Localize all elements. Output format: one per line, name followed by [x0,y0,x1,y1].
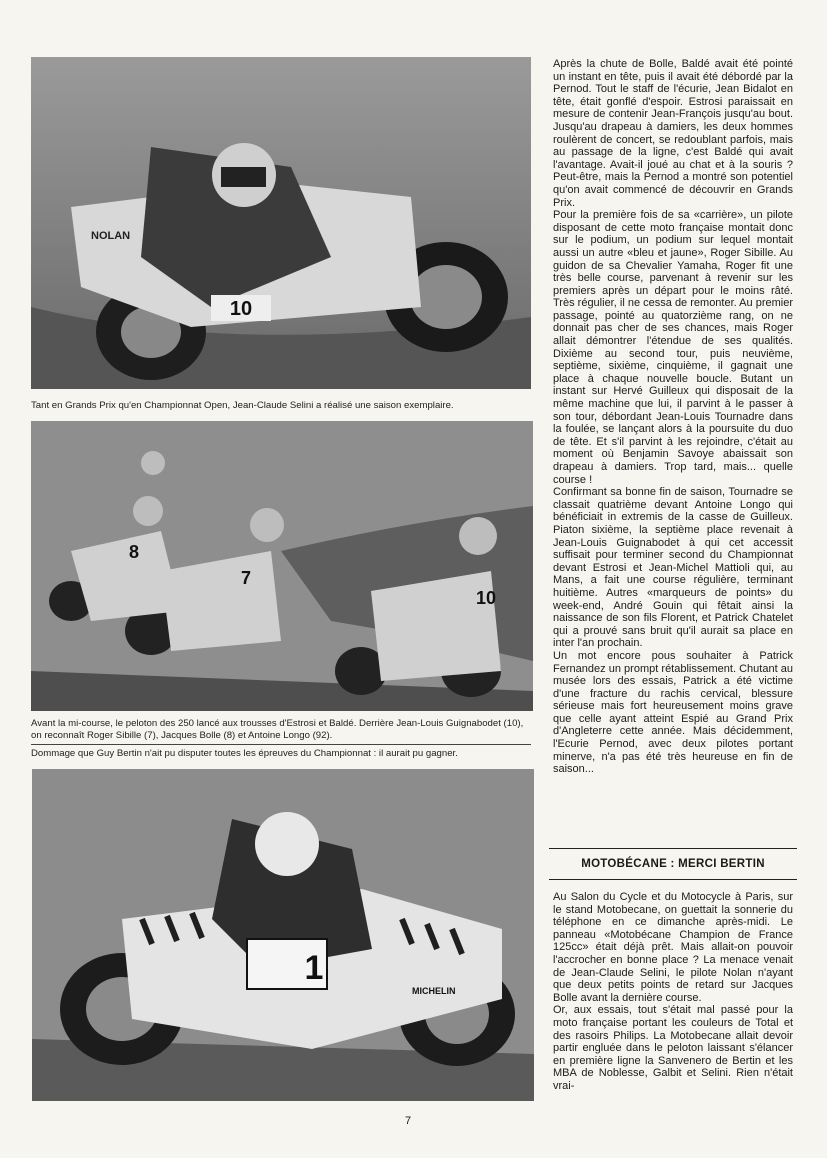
photo-selini [31,57,531,389]
caption-photo-1: Tant en Grands Prix qu'en Championnat Open, Jean-Claude Selini a réalisé une saison exemplaire. [31,400,454,411]
page-number: 7 [405,1115,412,1127]
photo-selini-image [31,57,531,389]
brand-nolan-text: NOLAN [91,230,131,242]
caption-divider [31,744,531,745]
article-paragraph-6: Or, aux essais, tout s'était mal passé pour la moto française portant les couleurs de Total et des rasoirs Philips. La Motobecane allait devoir partir engluée dans le peloton laissant s'élancer en première ligne la Sanvenero de Bertin et les MBA de Noblesse, Galbit et Selini. Rien n'était vrai- [553,1004,793,1092]
article-paragraph-1: Après la chute de Bolle, Baldé avait été pointé un instant en tête, puis il avait été débordé par la Pernod. Tout le staff de l'écurie, Jean Bidalot en tête, était gonflé d'espoir. Estrosi paraissait en mesure de contenir Jean-François jusqu'au bout. Jusqu'au drapeau à damiers, les deux hommes roulèrent de concert, se redoublant parfois, mais au passage de la ligne, c'est Baldé qui avait l'avantage. Avait-il joué au chat et à la souris ? Peut-être, mais la Pernod a montré son potentiel qu'on avait commencé de découvrir en Grands Prix. [553,58,793,209]
rider-number-7: 7 [241,568,252,588]
caption-photo-3: Dommage que Guy Bertin n'ait pu disputer toutes les épreuves du Championnat : il aurait pu gagner. [31,748,458,759]
caption-photo-2: Avant la mi-course, le peloton des 250 lancé aux trousses d'Estrosi et Baldé. Derrière Jean-Louis Guignabodet (10), on reconnaît Roger Sibille (7), Jacques Bolle (8) et Antoine Longo (92). [31,718,524,741]
article-paragraph-5: Au Salon du Cycle et du Motocycle à Paris, sur le stand Motobecane, on guettait la sonnerie du téléphone en ce dimanche après-midi. Le panneau «Motobécane Champion de France 125cc» était déjà prêt. Mais allait-on pouvoir l'accrocher en bonne place ? La menace venait de Jean-Claude Selini, le pilote Nolan n'ayant que deux petits points de retard sur Jacques Bolle avant la dernière course. [553,891,793,1004]
photo-bertin [32,769,534,1101]
photo-peloton-image [31,421,533,711]
photo-peloton [31,421,533,711]
article-paragraph-3: Confirmant sa bonne fin de saison, Tournadre se classait quatrième devant Antoine Longo qui bénéficiait in extremis de la casse de Guilleux. Piaton sixième, la septième place revenait à Jean-Louis Guignabodet à qui cet accessit suffisait pour terminer second du Championnat devant Estrosi et Jean-Michel Mattioli qui, au Mans, a fait une course régulière, terminant huitième. Autres «marqueurs de points» du week-end, André Gouin qui fêtait ainsi la naissance de son fils Florent, et Patrick Chatelet qui a prouvé sans bruit qu'il aurait sa place en inter l'an prochain. [553,486,793,650]
photo-bertin-image [32,769,534,1101]
article-paragraph-2: Pour la première fois de sa «carrière», un pilote disposant de cette moto française montait donc sur le podium, un podium sur lequel montait aussi un autre «bleu et jaune», Roger Sibille. Au guidon de sa Chevalier Yamaha, Roger fit une très belle course, parvenant à revenir sur les premiers après un départ pour le moins râté. Très régulier, il ne cessa de remonter. Au premier passage, pointé au quatorzième rang, on ne donnait pas cher de ses chances, mais Roger allait démontrer l'étendue de ses qualités. Dixième au second tour, puis neuvième, septième, sixième, cinquième, il gagnait une place à chaque nouvelle boucle. Butant un instant sur Hervé Guilleux qui disposait de la même machine que lui, il parvint à le passer à son tour, débordant Jean-Louis Tournadre dans la foulée, se lançant alors à la poursuite du duo de tête. Et s'il parvint à les rejoindre, c'était au moment où Benjamin Savoye abaissait son drapeau à damiers. Trop tard, mais... quelle course ! [553,209,793,486]
article-column-bottom [553,891,793,1093]
brand-michelin-text: MICHELIN [412,986,456,996]
article-column-top [553,58,793,776]
rider-number-10: 10 [229,298,253,320]
rider-number-1: 1 [304,949,324,987]
rider-number-10b: 10 [476,588,497,608]
rider-number-8: 8 [129,542,140,562]
section-heading: MOTOBÉCANE : MERCI BERTIN [549,848,797,880]
article-paragraph-4: Un mot encore pous souhaiter à Patrick Fernandez un prompt rétablissement. Chutant au musée lors des essais, Patrick a été victime d'une fracture du rachis cervical, blessure sérieuse mais fort heureusement moins grave que celle ayant atteint Espié au Grand Prix d'Angleterre cette année. Mais décidemment, l'Ecurie Pernod, avec deux pilotes portant minerve, n'a pas été très heureuse en fin de saison... [553,649,793,776]
